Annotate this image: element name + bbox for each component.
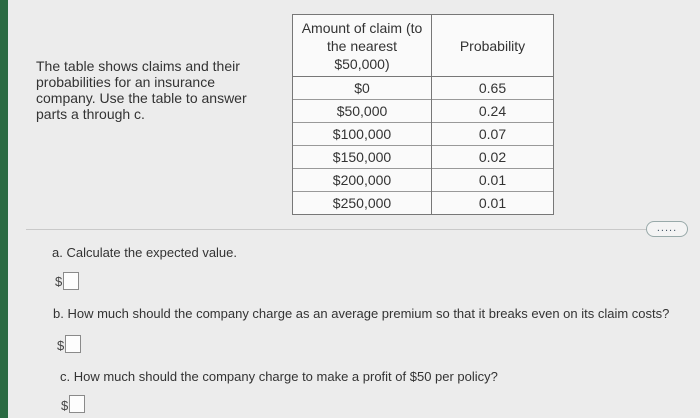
claims-table [292,14,554,215]
table-row [293,77,554,100]
claim-amount-cell: $150,000 [293,146,432,169]
probability-cell: 0.02 [432,146,554,169]
claim-amount-cell: $250,000 [293,192,432,215]
table-row [293,146,554,169]
probability-cell: 0.01 [432,169,554,192]
table-row [293,169,554,192]
window-edge [0,0,8,418]
question-c-answer-input[interactable] [69,395,85,413]
question-a-currency: $ [55,274,63,289]
claim-amount-cell: $0 [293,77,432,100]
question-c-currency: $ [61,398,69,413]
claim-amount-cell: $50,000 [293,100,432,123]
question-b-currency: $ [57,338,65,353]
header-probability: Probability [432,15,554,77]
question-a-answer-input[interactable] [63,272,79,290]
more-options-button[interactable]: ..... [646,221,688,237]
problem-intro: The table shows claims and their probabilities for an insurance company. Use the table to answer parts a through c. [36,58,247,122]
probability-cell: 0.01 [432,192,554,215]
table-row [293,192,554,215]
probability-cell: 0.24 [432,100,554,123]
question-c-text: c. How much should the company charge to make a profit of $50 per policy? [60,369,498,384]
header-amount: Amount of claim (to the nearest $50,000) [293,15,432,77]
table-row [293,100,554,123]
table-row [293,123,554,146]
claim-amount-cell: $100,000 [293,123,432,146]
question-b-answer-input[interactable] [65,335,81,353]
claim-amount-cell: $200,000 [293,169,432,192]
section-divider [26,229,688,230]
probability-cell: 0.07 [432,123,554,146]
question-b-text: b. How much should the company charge as an average premium so that it breaks even on its claim costs? [53,306,670,321]
probability-cell: 0.65 [432,77,554,100]
question-a-text: a. Calculate the expected value. [52,245,238,260]
